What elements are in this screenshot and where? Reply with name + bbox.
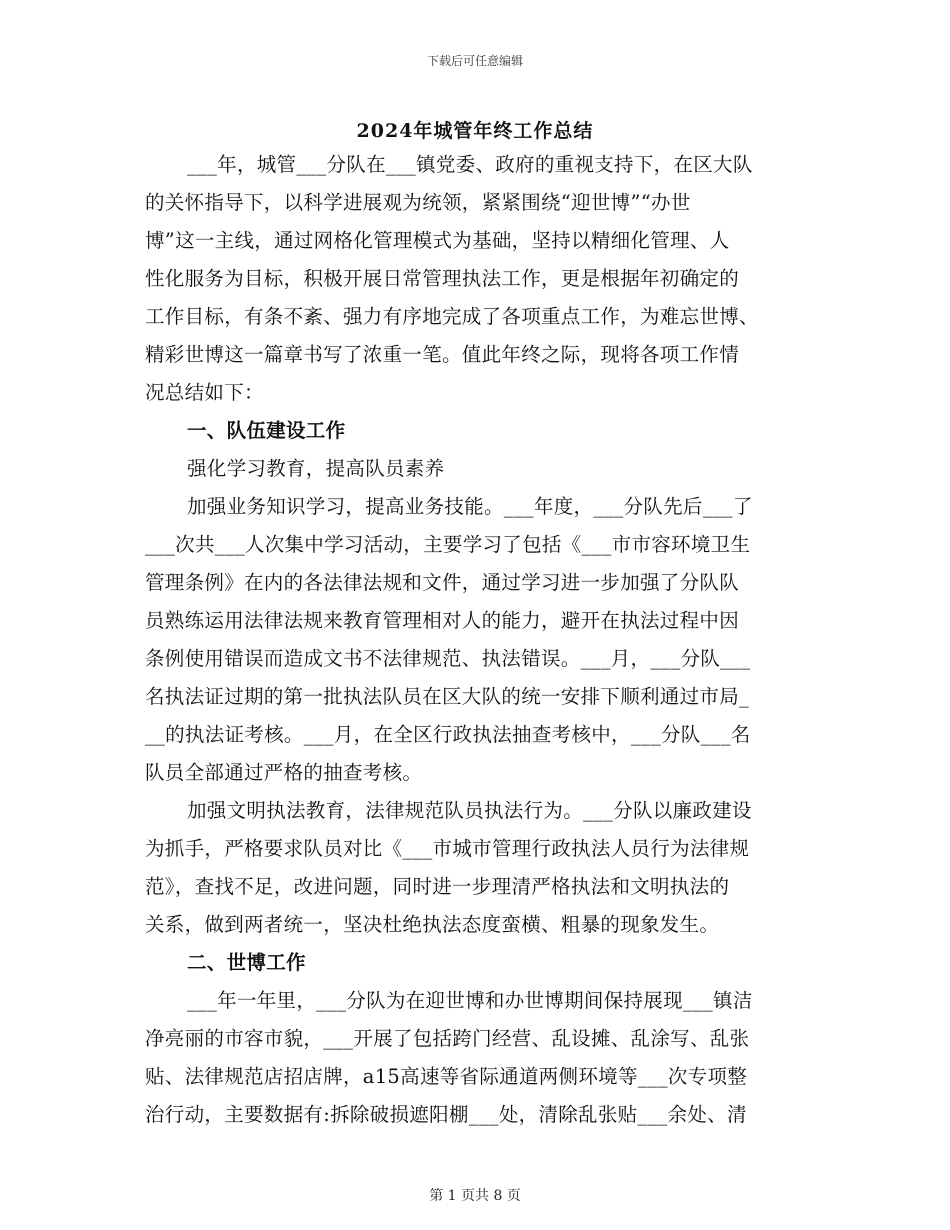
- text-line: 精彩世博这一篇章书写了浓重一笔。值此年终之际，现将各项工作情: [145, 343, 740, 366]
- page-footer: 第 1 页共 8 页: [429, 1188, 521, 1204]
- text-line: 工作目标，有条不紊、强力有序地完成了各项重点工作，为难忘世博、: [145, 305, 759, 328]
- text-line: 强化学习教育，提高队员素养: [187, 457, 445, 480]
- text-line: 范》，查找不足，改进问题，同时进一步理清严格执法和文明执法的: [145, 875, 730, 898]
- text-line: 员熟练运用法律法规来教育管理相对人的能力，避开在执法过程中因: [145, 609, 740, 632]
- text-line: ___年，城管___分队在___镇党委、政府的重视支持下，在区大队: [187, 153, 753, 176]
- text-line: 博”这一主线，通过网格化管理模式为基础，坚持以精细化管理、人: [145, 229, 730, 252]
- page-header: 下载后可任意编辑: [426, 54, 523, 68]
- text-line: 管理条例》在内的各法律法规和文件，通过学习进一步加强了分队队: [145, 571, 740, 594]
- text-line: 名执法证过期的第一批执法队员在区大队的统一安排下顺利通过市局_: [145, 685, 750, 708]
- text-line: 贴、法律规范店招店牌，a15高速等省际通道两侧环境等___次专项整: [145, 1065, 748, 1088]
- section-heading: 一、队伍建设工作: [187, 419, 346, 442]
- text-line: 净亮丽的市容市貌，___开展了包括跨门经营、乱设摊、乱涂写、乱张: [145, 1027, 750, 1050]
- document-body: [145, 146, 813, 1134]
- text-line: 治行动，主要数据有:拆除破损遮阳棚___处，清除乱张贴___余处、清: [145, 1103, 747, 1126]
- text-line: 关系，做到两者统一，坚决杜绝执法态度蛮横、粗暴的现象发生。: [145, 913, 720, 936]
- text-line: 性化服务为目标，积极开展日常管理执法工作，更是根据年初确定的: [145, 267, 740, 290]
- text-line: 队员全部通过严格的抽查考核。: [145, 761, 423, 784]
- text-line: 况总结如下：: [145, 381, 264, 404]
- text-line: 加强文明执法教育，法律规范队员执法行为。___分队以廉政建设: [187, 799, 752, 822]
- section-heading: 二、世博工作: [187, 951, 306, 974]
- text-line: ___次共___人次集中学习活动，主要学习了包括《___市市容环境卫生: [145, 533, 751, 556]
- text-line: 为抓手，严格要求队员对比《___市城市管理行政执法人员行为法律规: [145, 837, 750, 860]
- text-line: ___年一年里，___分队为在迎世博和办世博期间保持展现___镇洁: [187, 989, 753, 1012]
- text-line: 条例使用错误而造成文书不法律规范、执法错误。___月，___分队___: [145, 647, 751, 670]
- text-line: __的执法证考核。___月，在全区行政执法抽查考核中，___分队___名: [145, 723, 751, 746]
- document-title: 2024年城管年终工作总结: [356, 120, 594, 142]
- text-line: 加强业务知识学习，提高业务技能。___年度，___分队先后___了: [187, 495, 753, 518]
- text-line: 的关怀指导下，以科学进展观为统领，紧紧围绕“迎世博”“办世: [145, 191, 691, 214]
